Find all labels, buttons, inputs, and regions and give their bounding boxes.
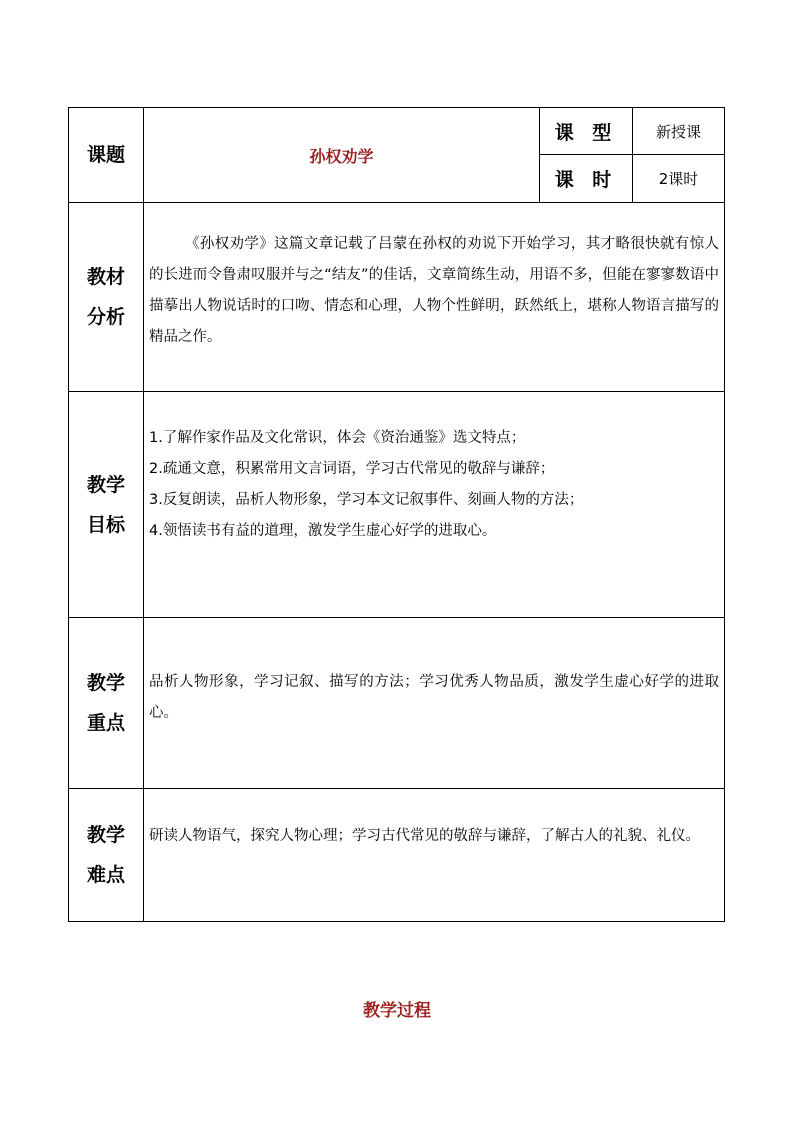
analysis-label-line2: 分析 (86, 306, 125, 328)
difficulties-text: 研读人物语气，探究人物心理；学习古代常见的敬辞与谦辞，了解古人的礼貌、礼仪。 (149, 828, 700, 844)
difficulties-label-cell (69, 789, 143, 921)
keypoints-text: 品析人物形象，学习记叙、描写的方法；学习优秀人物品质，激发学生虚心好学的进取心。 (149, 674, 719, 721)
teaching-process-heading: 教学过程 (363, 1001, 431, 1021)
hours-value-cell (633, 155, 724, 202)
goal-item: 2.疏通文意，积累常用文言词语，学习古代常见的敬辞与谦辞； (149, 461, 555, 477)
goals-label-cell (69, 392, 143, 617)
analysis-label-line1: 教材 (86, 266, 125, 288)
hours-label: 课 时 (554, 169, 618, 191)
analysis-label-cell (69, 203, 143, 391)
label-column-divider (143, 107, 144, 922)
row-divider (68, 617, 725, 618)
type-label-cell (540, 108, 632, 154)
difficulties-label-line1: 教学 (86, 824, 125, 846)
lesson-title: 孙权劝学 (309, 146, 374, 166)
row-divider (68, 391, 725, 392)
hours-value: 2课时 (658, 170, 699, 188)
type-value-cell (633, 108, 724, 154)
goals-label-line2: 目标 (86, 513, 125, 536)
goals-list (149, 423, 719, 547)
difficulties-label-line2: 难点 (86, 864, 125, 886)
lesson-plan-table (68, 107, 725, 922)
row-divider (68, 788, 725, 789)
table-border-right (724, 107, 725, 922)
type-value: 新授课 (655, 122, 701, 141)
keypoints-label-line2: 重点 (86, 712, 125, 734)
goals-label-line1: 教学 (86, 473, 125, 496)
type-label: 课 型 (554, 121, 618, 144)
topic-value-cell (144, 108, 539, 202)
row-divider (68, 202, 725, 203)
keypoints-label-line1: 教学 (86, 672, 125, 694)
topic-label: 课题 (86, 144, 125, 166)
hours-label-cell (540, 155, 632, 202)
analysis-text: 《孙权劝学》这篇文章记载了吕蒙在孙权的劝说下开始学习，其才略很快就有惊人的长进而令鲁肃叹服并与之“结友”的佳话，文章简练生动，用语不多，但能在寥寥数语中描摹出人物说话时的口吻、情态和心理，人物个性鲜明，跃然纸上，堪称人物语言描写的精品之作。 (149, 236, 719, 345)
goal-item: 3.反复朗读，品析人物形象，学习本文记叙事件、刻画人物的方法； (149, 492, 584, 508)
table-border-bottom (68, 921, 725, 922)
goal-item: 1.了解作家作品及文化常识，体会《资治通鉴》选文特点； (149, 430, 526, 446)
goal-item: 4.领悟读书有益的道理，激发学生虚心好学的进取心。 (149, 523, 497, 539)
keypoints-label-cell (69, 618, 143, 788)
topic-label-cell (69, 108, 143, 202)
